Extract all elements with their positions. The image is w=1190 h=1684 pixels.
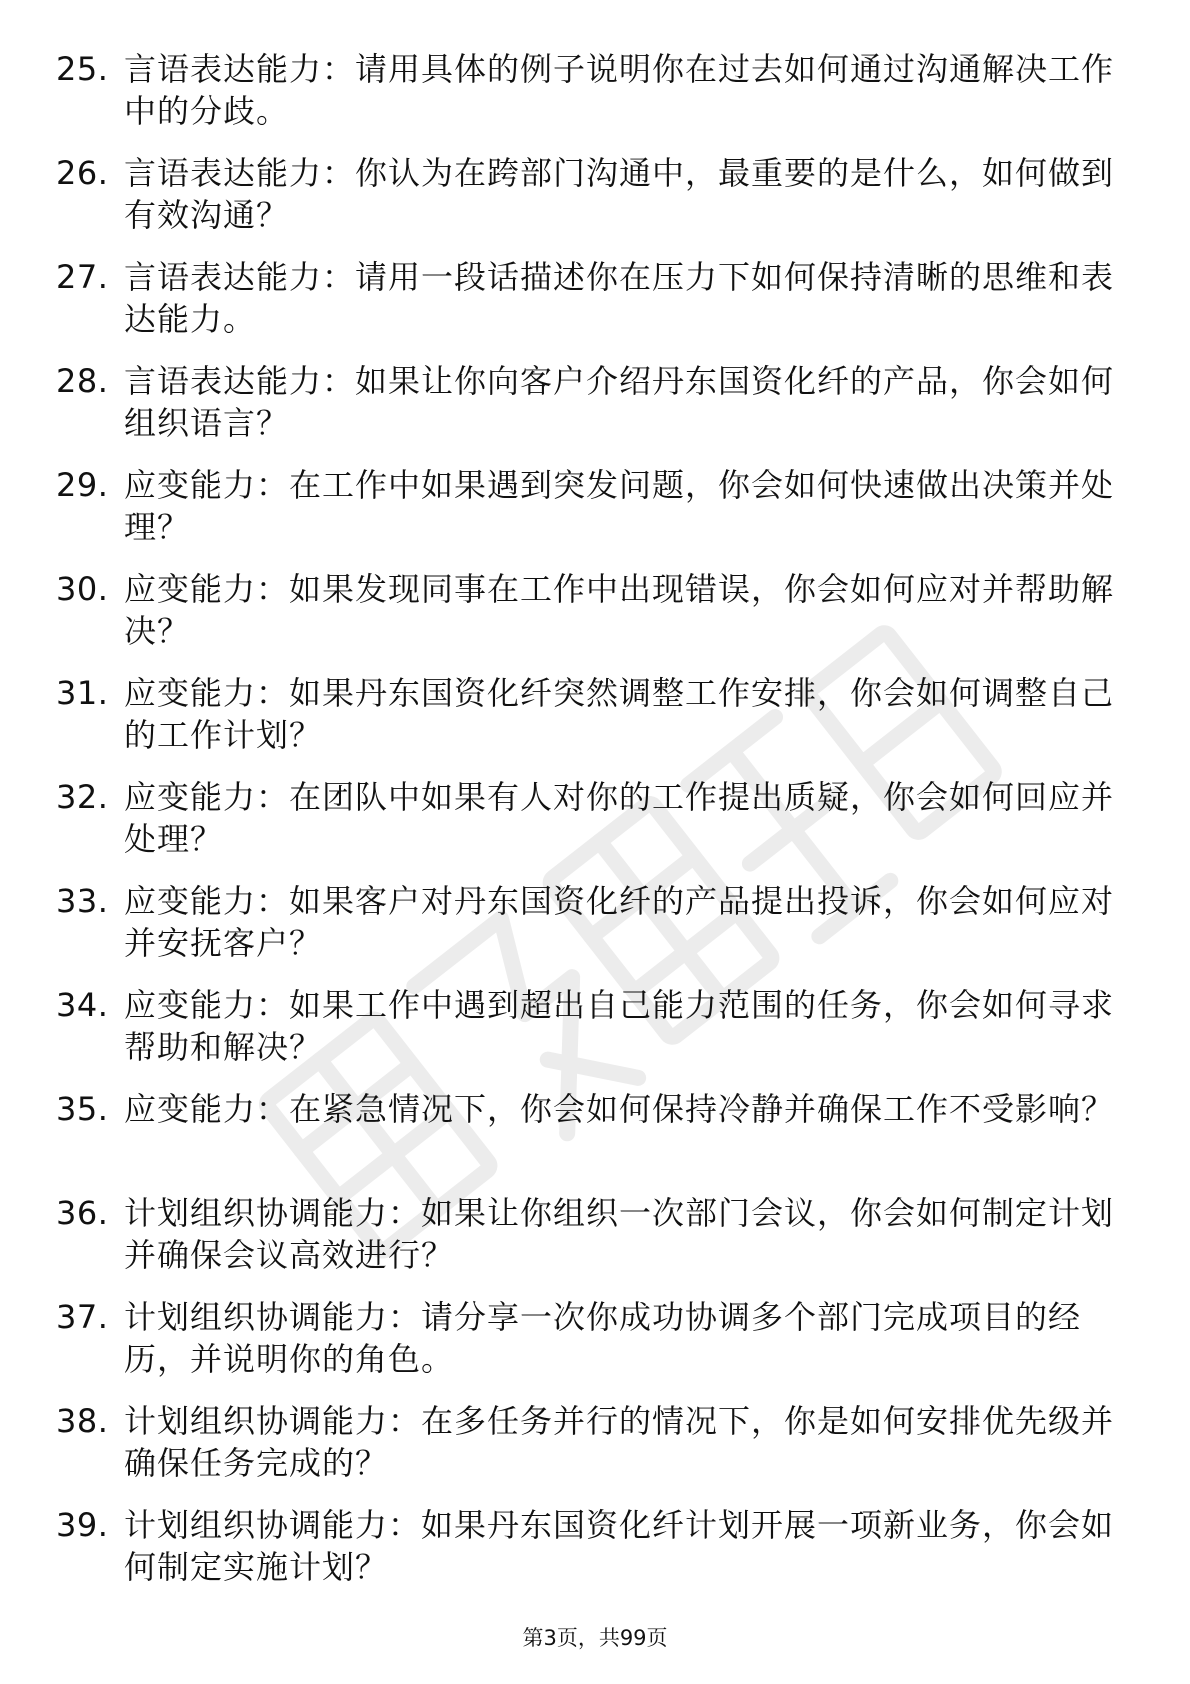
question-text: 计划组织协调能力：如果丹东国资化纤计划开展一项新业务，你会如何制定实施计划？	[124, 1506, 1115, 1586]
question-text: 应变能力：如果客户对丹东国资化纤的产品提出投诉，你会如何应对并安抚客户？	[124, 882, 1115, 962]
question-item	[56, 776, 1136, 880]
question-text: 言语表达能力：如果让你向客户介绍丹东国资化纤的产品，你会如何组织语言？	[124, 362, 1115, 442]
question-item	[56, 1088, 1136, 1192]
question-text: 应变能力：在团队中如果有人对你的工作提出质疑，你会如何回应并处理？	[124, 778, 1115, 858]
question-item	[56, 1400, 1136, 1504]
question-number: 28.	[56, 362, 109, 400]
question-text: 应变能力：在紧急情况下，你会如何保持冷静并确保工作不受影响？	[124, 1090, 1115, 1128]
question-item	[56, 984, 1136, 1088]
question-number: 30.	[56, 570, 109, 608]
page-footer: 第3页，共99页	[522, 1626, 668, 1650]
question-item	[56, 568, 1136, 672]
question-number: 37.	[56, 1298, 109, 1336]
question-text: 计划组织协调能力：在多任务并行的情况下，你是如何安排优先级并确保任务完成的？	[124, 1402, 1115, 1482]
question-number: 38.	[56, 1402, 109, 1440]
question-text: 应变能力：如果丹东国资化纤突然调整工作安排，你会如何调整自己的工作计划？	[124, 674, 1115, 754]
question-number: 33.	[56, 882, 109, 920]
question-item	[56, 1504, 1136, 1608]
question-text: 应变能力：如果工作中遇到超出自己能力范围的任务，你会如何寻求帮助和解决？	[124, 986, 1115, 1066]
question-item	[56, 256, 1136, 360]
question-number: 36.	[56, 1194, 109, 1232]
question-text: 言语表达能力：你认为在跨部门沟通中，最重要的是什么，如何做到有效沟通？	[124, 154, 1115, 234]
question-item	[56, 464, 1136, 568]
question-item	[56, 880, 1136, 984]
question-item	[56, 1296, 1136, 1400]
question-item	[56, 360, 1136, 464]
question-number: 32.	[56, 778, 109, 816]
question-number: 27.	[56, 258, 109, 296]
question-text: 应变能力：如果发现同事在工作中出现错误，你会如何应对并帮助解决？	[124, 570, 1115, 650]
question-number: 25.	[56, 50, 109, 88]
question-text: 计划组织协调能力：请分享一次你成功协调多个部门完成项目的经历，并说明你的角色。	[124, 1298, 1082, 1378]
question-item	[56, 152, 1136, 256]
question-number: 34.	[56, 986, 109, 1024]
question-text: 应变能力：在工作中如果遇到突发问题，你会如何快速做出决策并处理？	[124, 466, 1115, 546]
question-item	[56, 1192, 1136, 1296]
question-item	[56, 672, 1136, 776]
question-list	[56, 48, 1136, 1608]
question-number: 29.	[56, 466, 109, 504]
question-number: 35.	[56, 1090, 109, 1128]
question-text: 言语表达能力：请用具体的例子说明你在过去如何通过沟通解决工作中的分歧。	[124, 50, 1115, 130]
question-number: 31.	[56, 674, 109, 712]
question-text: 计划组织协调能力：如果让你组织一次部门会议，你会如何制定计划并确保会议高效进行？	[124, 1194, 1115, 1274]
question-text: 言语表达能力：请用一段话描述你在压力下如何保持清晰的思维和表达能力。	[124, 258, 1115, 338]
question-item	[56, 48, 1136, 152]
question-number: 26.	[56, 154, 109, 192]
question-number: 39.	[56, 1506, 109, 1544]
